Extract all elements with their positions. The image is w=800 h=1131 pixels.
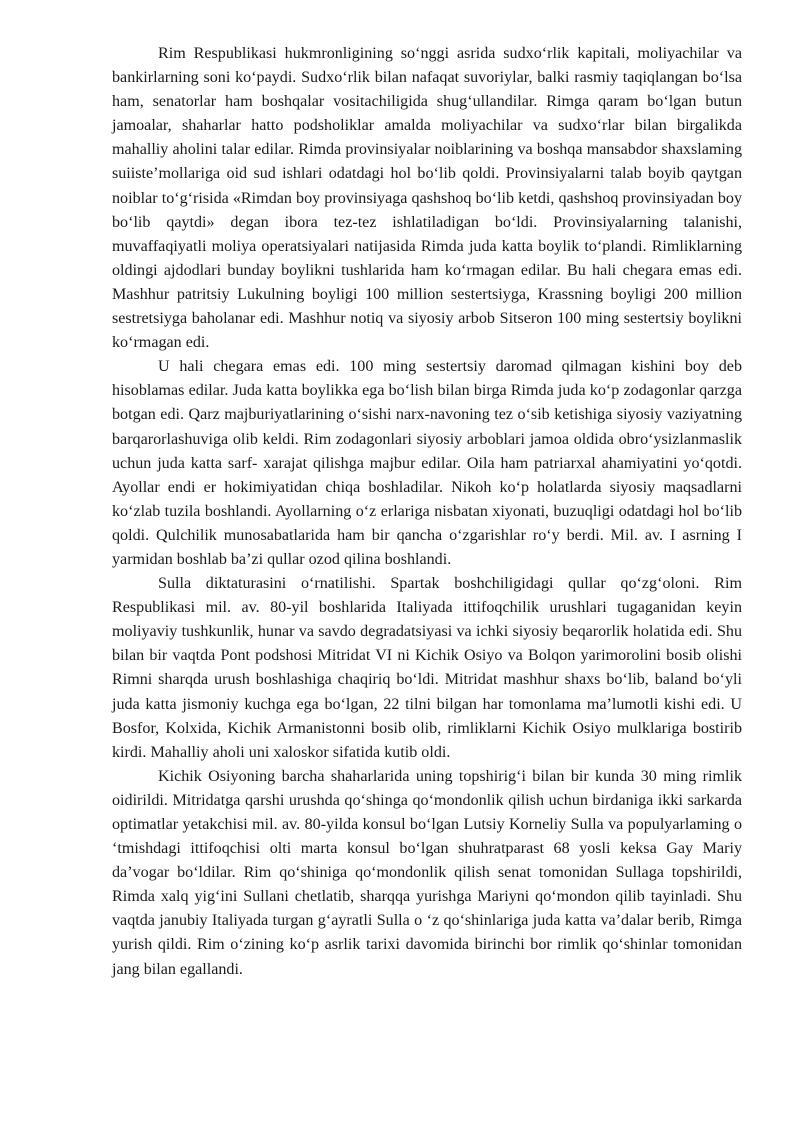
document-page <box>112 42 742 982</box>
paragraph-3: Sulla diktaturasini o‘rnatilishi. Spartak boshchiligidagi qullar qo‘zg‘oloni. Rim Respublikasi mil. av. 80-yil boshlarida Italiyada ittifoqchilik urushlari tugaganidan keyin moliyaviy tushkunlik, hunar va savdo degradatsiyasi va ichki siyosiy beqarorlik holatida edi. Shu bilan bir vaqtda Pont podshosi Mitridat VI ni Kichik Osiyo va Bolqon yarimorolini bosib olishi Rimni sharqda urush boshlashiga chaqiriq bo‘ldi. Mitridat mashhur shaxs bo‘lib, baland bo‘yli juda katta jismoniy kuchga ega bo‘lgan, 22 tilni bilgan har tomonlama ma’lumotli kishi edi. U Bosfor, Kolxida, Kichik Armanistonni bosib olib, rimliklarni Kichik Osiyo mulklariga bostirib kirdi. Mahalliy aholi uni xaloskor sifatida kutib oldi. <box>112 575 742 761</box>
paragraph-4: Kichik Osiyoning barcha shaharlarida uning topshirig‘i bilan bir kunda 30 ming rimlik oidirildi. Mitridatga qarshi urushda qo‘shinga qo‘mondonlik qilish uchun birdaniga ikki sarkarda optimatlar yetakchisi mil. av. 80-yilda konsul bo‘lgan Lutsiy Korneliy Sulla va populyarlaming o ‘tmishdagi ittifoqchisi olti marta konsul bo‘lgan shuhratparast 68 yosli keksa Gay Mariy da’vogar bo‘ldilar. Rim qo‘shiniga qo‘mondonlik qilish senat tomonidan Sullaga topshirildi, Rimda xalq yig‘ini Sullani chetlatib, sharqqa yurishga Mariyni qo‘mondon qilib tayinladi. Shu vaqtda janubiy Italiyada turgan g‘ayratli Sulla o ‘z qo‘shinlariga juda katta va’dalar berib, Rimga yurish qildi. Rim o‘zining ko‘p asrlik tarixi davomida birinchi bor rimlik qo‘shinlar tomonidan jang bilan egallandi. <box>112 767 742 978</box>
paragraph-1: Rim Respublikasi hukmronligining so‘nggi asrida sudxo‘rlik kapitali, moliyachilar va bankirlarning soni ko‘paydi. Sudxo‘rlik bilan nafaqat suvoriylar, balki rasmiy taqiqlangan bo‘lsa ham, senatorlar ham boshqalar vositachiligida shug‘ullandilar. Rimga qaram bo‘lgan butun jamoalar, shaharlar hatto podsholiklar amalda moliyachilar va sudxo‘rlar bilan birgalikda mahalliy aholini talar edilar. Rimda provinsiyalar noiblarining va boshqa mansabdor shaxslaming suiiste’mollariga oid sud ishlari odatdagi hol bo‘lib qoldi. Provinsiyalarni talab boyib qaytgan noiblar to‘g‘risida «Rimdan boy provinsiyaga qashshoq bo‘lib ketdi, qashshoq provinsiyadan boy bo‘lib qaytdi» degan ibora tez-tez ishlatiladigan bo‘ldi. Provinsiyalarning talanishi, muvaffaqiyatli moliya operatsiyalari natijasida Rimda juda katta boylik to‘plandi. Rimliklarning oldingi ajdodlari bunday boylikni tushlarida ham ko‘rmagan edilar. Bu hali chegara emas edi. Mashhur patritsiy Lukulning boyligi 100 million sestertsiyga, Krassning boyligi 200 million sestretsiyga baholanar edi. Mashhur notiq va siyosiy arbob Sitseron 100 ming sestertsiy boylikni ko‘rmagan edi. <box>112 45 742 352</box>
paragraph-2: U hali chegara emas edi. 100 ming sestertsiy daromad qilmagan kishini boy deb hisoblamas edilar. Juda katta boylikka ega bo‘lish bilan birga Rimda juda ko‘p zodagonlar qarzga botgan edi. Qarz majburiyatlarining o‘sishi narx-navoning tez o‘sib ketishiga siyosiy vaziyatning barqarorlashuviga olib keldi. Rim zodagonlari siyosiy arboblari jamoa oldida obro‘ysizlanmaslik uchun juda katta sarf- xarajat qilishga majbur edilar. Oila ham patriarxal ahamiyatini yo‘qotdi. Ayollar endi er hokimiyatidan chiqa boshladilar. Nikoh ko‘p holatlarda siyosiy maqsadlarni ko‘zlab tuzila boshlandi. Ayollarning o‘z erlariga nisbatan xiyonati, buzuqligi odatdagi hol bo‘lib qoldi. Qulchilik munosabatlarida ham bir qancha o‘zgarishlar ro‘y berdi. Mil. av. I asrning I yarmidan boshlab ba’zi qullar ozod qilina boshlandi. <box>112 358 742 568</box>
